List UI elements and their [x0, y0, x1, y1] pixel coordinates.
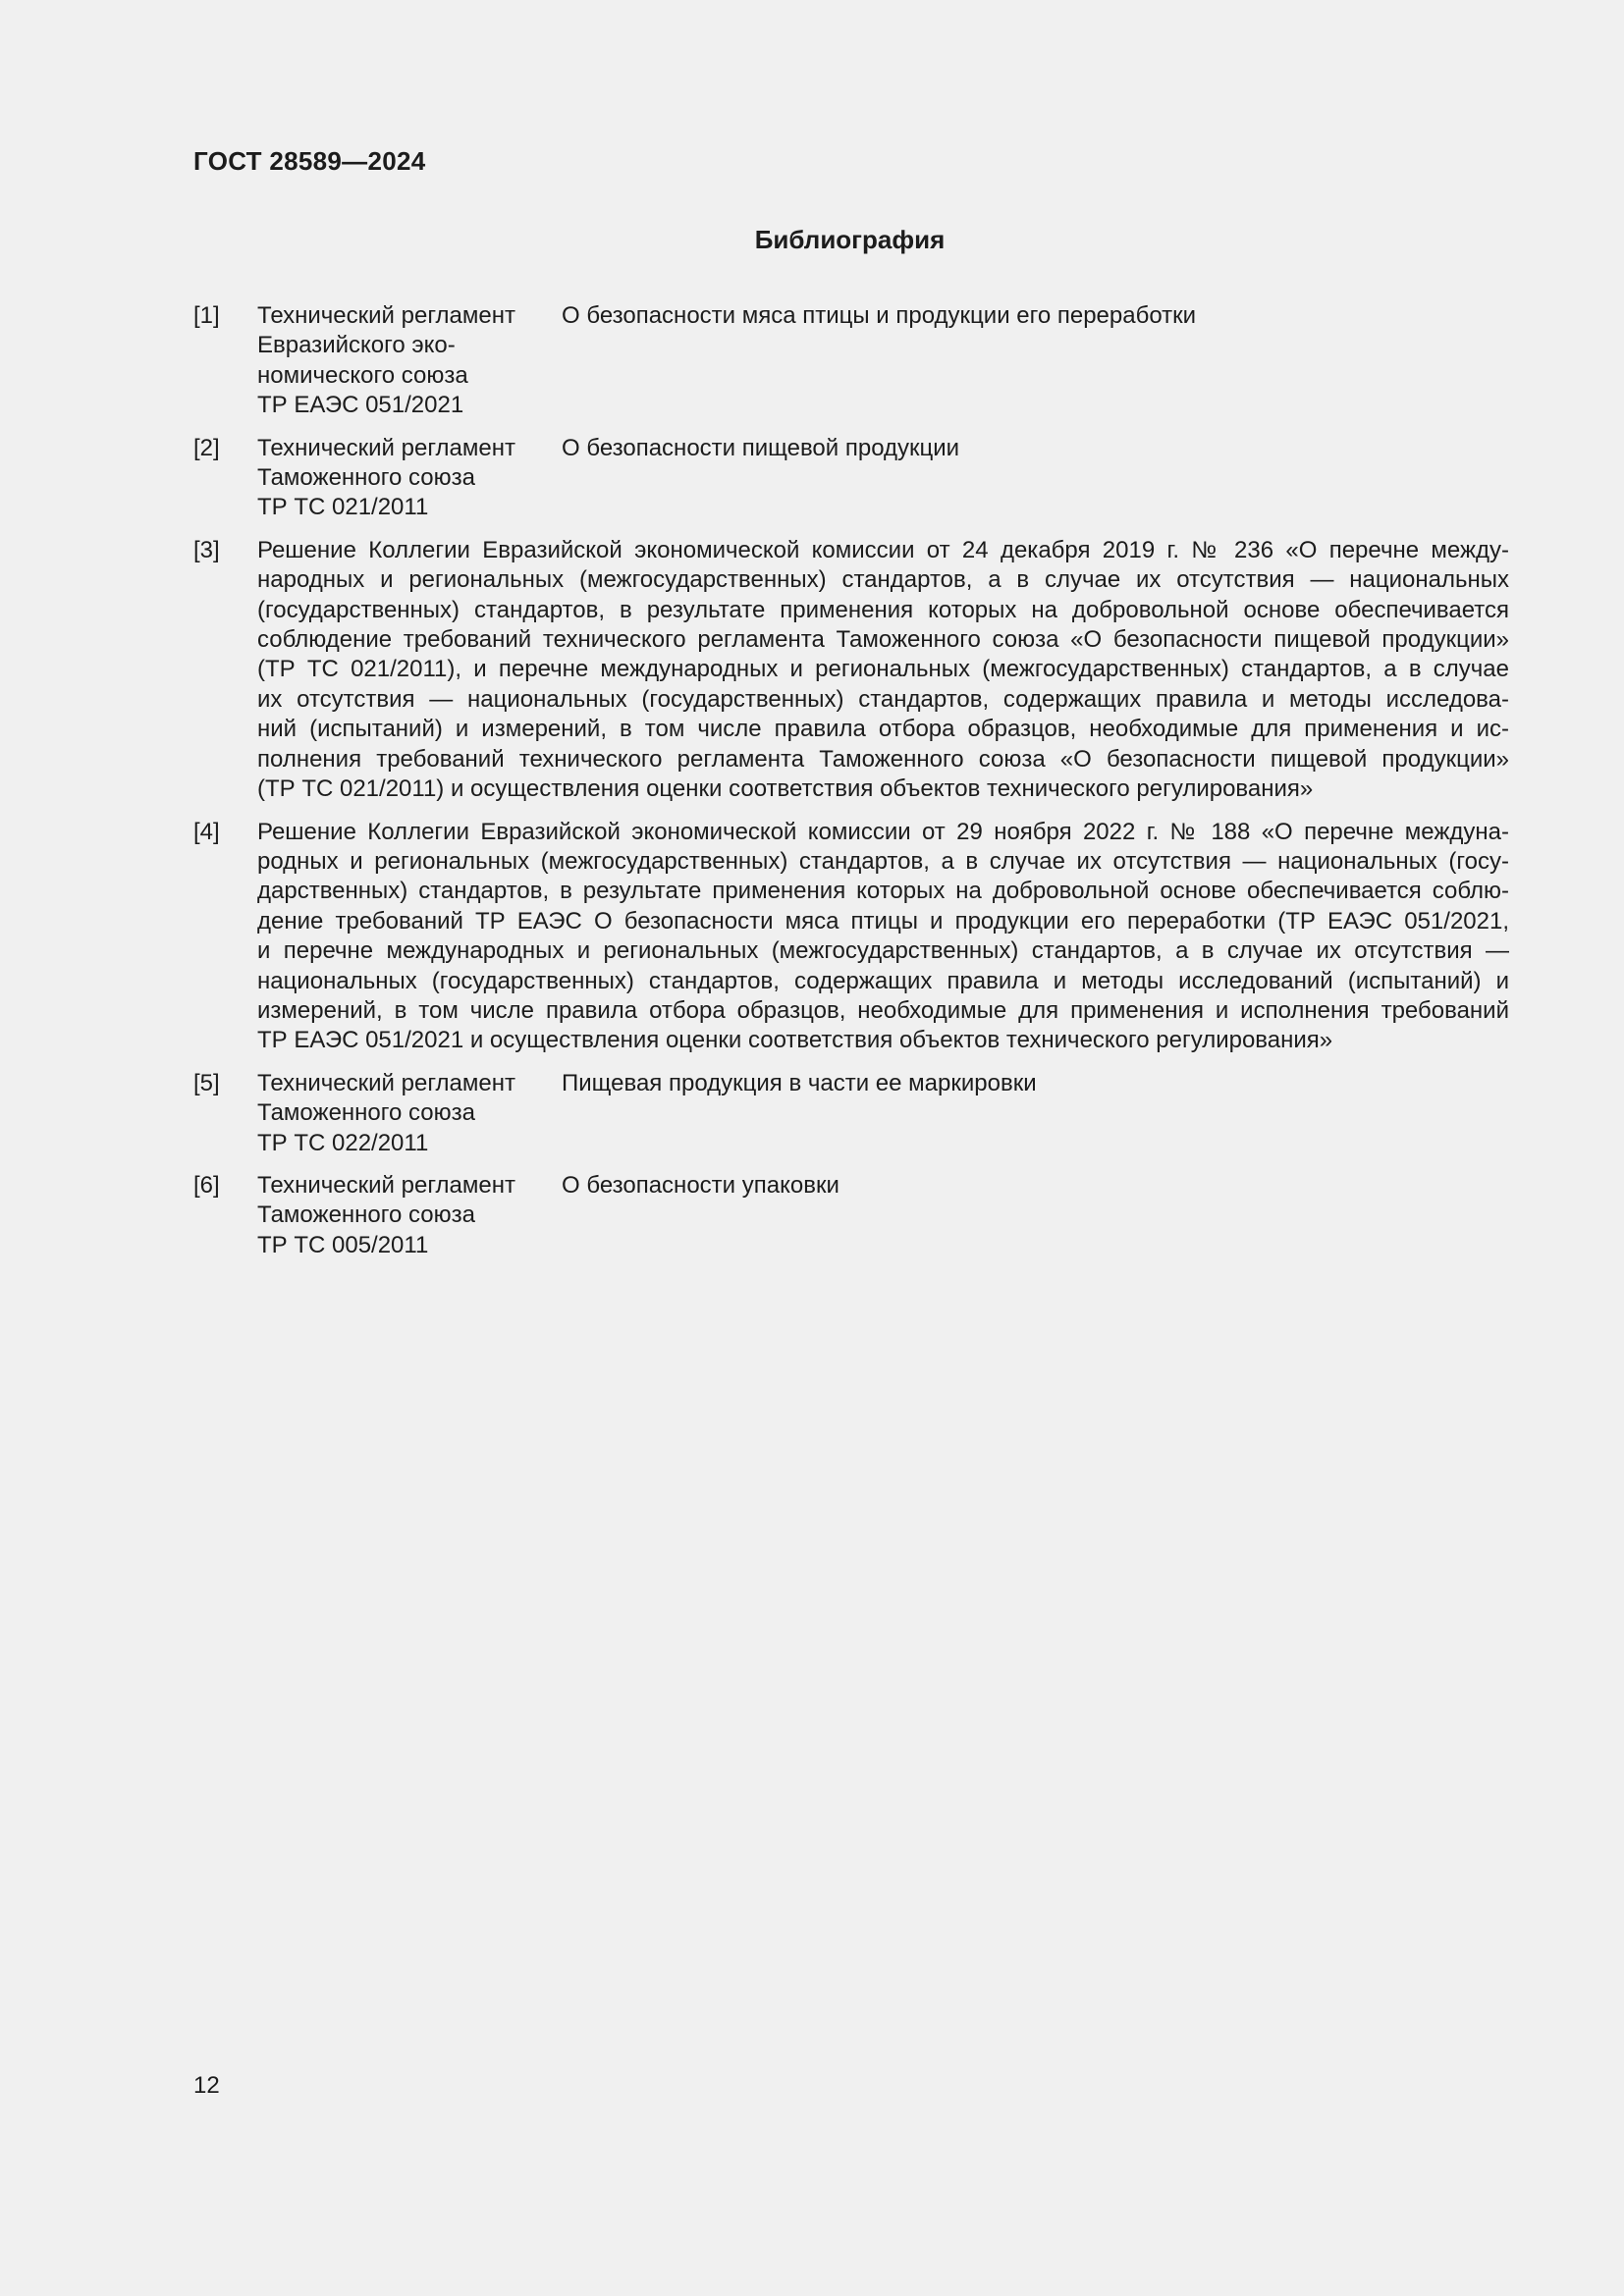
text-line: ний (испытаний) и измерений, в том числе правила отбора образцов, необходимые для применения и ис-: [257, 716, 1509, 743]
regulation-name: [257, 301, 562, 421]
regulation-name-line: Таможенного союза: [257, 1099, 475, 1127]
regulation-name-line: ТР ТС 021/2011: [257, 494, 429, 521]
text-line: родных и региональных (межгосударственных) стандартов, а в случае их отсутствия — национальных (госу-: [257, 847, 1509, 875]
bibliography-entry: [193, 1171, 1509, 1260]
bibliography-entry: [193, 818, 1509, 1056]
regulation-name-line: Технический регламент: [257, 1069, 515, 1096]
regulation-title: О безопасности упаковки: [562, 1171, 839, 1199]
regulation-name-line: Технический регламент: [257, 434, 515, 461]
bibliography-entry: [193, 1069, 1509, 1158]
text-line: полнения требований технического регламента Таможенного союза «О безопасности пищевой продукции»: [257, 745, 1509, 773]
entry-number: [4]: [193, 818, 220, 845]
regulation-name-line: ТР ТС 022/2011: [257, 1129, 429, 1156]
regulation-name-line: Таможенного союза: [257, 464, 475, 492]
bibliography-entry: [193, 536, 1509, 805]
text-line: национальных (государственных) стандартов, содержащих правила и методы исследований (испытаний) и: [257, 967, 1509, 994]
bibliography-list: [193, 301, 1509, 1273]
text-line: Решение Коллегии Евразийской экономической комиссии от 24 декабря 2019 г. № 236 «О перечне между-: [257, 536, 1509, 563]
document-code: ГОСТ 28589—2024: [193, 146, 426, 176]
text-line: и перечне международных и региональных (межгосударственных) стандартов, а в случае их отсутствия —: [257, 937, 1509, 965]
entry-number: [2]: [193, 434, 220, 461]
regulation-title: Пищевая продукция в части ее маркировки: [562, 1069, 1037, 1096]
regulation-name: [257, 434, 562, 523]
decision-text: [257, 536, 1509, 805]
regulation-name-line: Евразийского эко-: [257, 332, 456, 359]
regulation-title: О безопасности мяса птицы и продукции его переработки: [562, 302, 1197, 329]
entry-number: [1]: [193, 302, 220, 329]
entry-number: [5]: [193, 1069, 220, 1096]
text-line: ТР ЕАЭС 051/2021 и осуществления оценки соответствия объектов технического регулирования»: [257, 1027, 1333, 1054]
text-line: народных и региональных (межгосударственных) стандартов, а в случае их отсутствия — национальных: [257, 566, 1509, 594]
text-line: (ТР ТС 021/2011), и перечне международных и региональных (межгосударственных) стандартов, а в случае: [257, 656, 1509, 683]
entry-number: [3]: [193, 536, 220, 563]
text-line: их отсутствия — национальных (государственных) стандартов, содержащих правила и методы исследова-: [257, 685, 1509, 713]
regulation-name-line: Технический регламент: [257, 302, 515, 329]
regulation-name-line: номического союза: [257, 361, 468, 389]
regulation-name-line: ТР ТС 005/2011: [257, 1231, 429, 1258]
regulation-name-line: Технический регламент: [257, 1171, 515, 1199]
text-line: дарственных) стандартов, в результате применения которых на добровольной основе обеспечивается соблю-: [257, 878, 1509, 905]
bibliography-entry: [193, 434, 1509, 523]
text-line: Решение Коллегии Евразийской экономической комиссии от 29 ноября 2022 г. № 188 «О перечне междуна-: [257, 818, 1509, 845]
text-line: измерений, в том числе правила отбора образцов, необходимые для применения и исполнения требований: [257, 996, 1509, 1024]
decision-text: [257, 818, 1509, 1056]
text-line: (ТР ТС 021/2011) и осуществления оценки соответствия объектов технического регулирования»: [257, 775, 1314, 803]
regulation-name-line: Таможенного союза: [257, 1201, 475, 1229]
regulation-name: [257, 1171, 562, 1260]
text-line: соблюдение требований технического регламента Таможенного союза «О безопасности пищевой продукции»: [257, 626, 1509, 654]
bibliography-entry: [193, 301, 1509, 421]
regulation-title: О безопасности пищевой продукции: [562, 434, 960, 461]
page-number: 12: [193, 2072, 220, 2099]
text-line: (государственных) стандартов, в результате применения которых на добровольной основе обеспечивается: [257, 596, 1509, 623]
regulation-name: [257, 1069, 562, 1158]
section-title: Библиография: [754, 225, 946, 254]
regulation-name-line: ТР ЕАЭС 051/2021: [257, 392, 464, 419]
entry-number: [6]: [193, 1171, 220, 1199]
text-line: дение требований ТР ЕАЭС О безопасности мяса птицы и продукции его переработки (ТР ЕАЭС 051/2021,: [257, 907, 1509, 934]
